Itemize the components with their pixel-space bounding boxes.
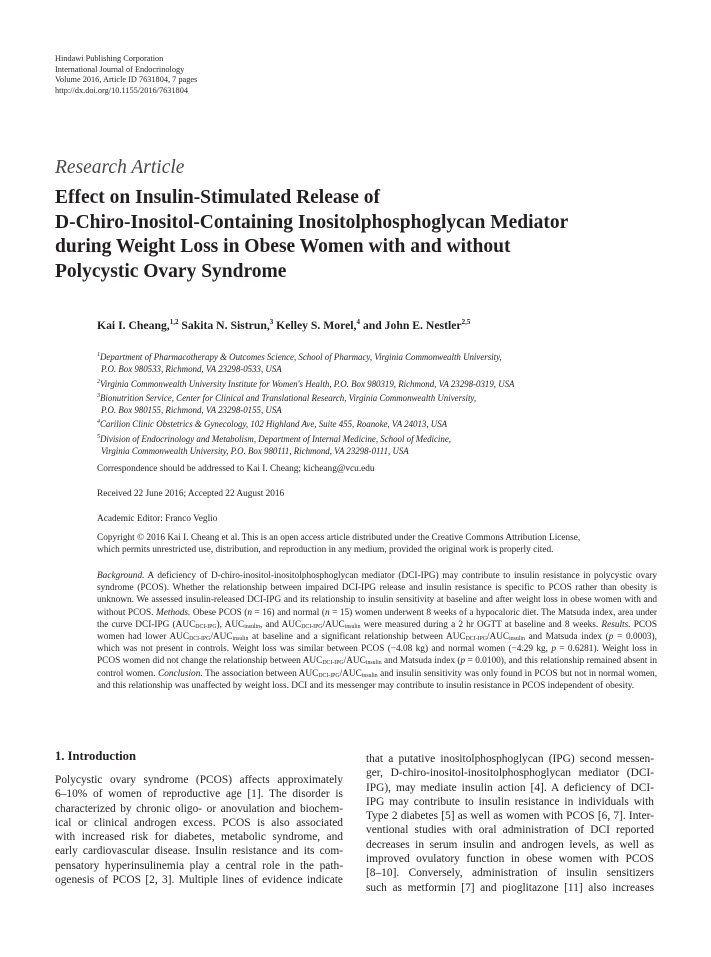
- subscript: insulin: [244, 623, 261, 630]
- abstract-text: /AUC: [210, 632, 233, 643]
- affiliation-text: Carilion Clinic Obstetrics & Gynecology, 102 Highland Ave, Suite 455, Roanoke, VA 24013, USA: [100, 419, 448, 430]
- abstract-text: were measured during a 2 hr OGTT at baseline and 8 weeks.: [360, 619, 599, 630]
- body-line: with increased risk for diabetes, metabolic syndrome, and: [55, 831, 343, 844]
- math-var: p: [460, 656, 466, 667]
- math-var: p: [551, 644, 556, 655]
- author-affil-ref: 3: [269, 318, 274, 326]
- abstract-background: A deficiency of D-chiro-inositol-inositolphosphoglycan mediator (DCI-IPG) may contribute to insulin resistance in polycystic ovary syndrome (PCOS). Whether the relationship between impaired DCI-IPG release and insulin resistance is specific to PCOS rather than obesity is unknown. We assessed insulin-released DCI-IPG and its relationship to insulin sensitivity at baseline and after weight loss in obese women with and without PCOS.: [97, 571, 657, 618]
- subscript: insulin: [361, 672, 378, 679]
- math-var: n: [324, 607, 330, 618]
- affiliation-number: 2: [97, 378, 100, 385]
- abstract-text: = 15) women underwent 8 weeks of a hypocaloric diet. The Matsuda index, area under the curve DCI-IPG (AUC: [97, 607, 658, 630]
- abstract-text: = 0.0003), which was not present in controls. Weight loss was similar between PCOS (−4.08 kg) and normal women (−4.29 kg,: [97, 632, 657, 655]
- body-line: Polycystic ovary syndrome (PCOS) affects approximately: [55, 774, 343, 786]
- abstract-text: = 0.0100), and this relationship remained absent in control women.: [97, 656, 657, 679]
- abstract-text: at baseline and a significant relationship between AUC: [248, 632, 466, 643]
- left-column: [55, 773, 343, 887]
- title-line: Polycystic Ovary Syndrome: [55, 260, 287, 282]
- affiliation-text: Division of Endocrinology and Metabolism, Department of Internal Medicine, School of Medicine,: [100, 433, 451, 444]
- subscript: insulin: [232, 636, 249, 643]
- abstract-label-background: Background.: [97, 571, 145, 581]
- copyright-line: which permits unrestricted use, distribution, and reproduction in any medium, provided the original work is properly cited.: [97, 545, 554, 556]
- affiliation-number: 1: [97, 352, 100, 358]
- title-line: during Weight Loss in Obese Women with and without: [55, 236, 511, 258]
- affiliations: [97, 349, 514, 457]
- abstract-text: /AUC: [339, 668, 362, 679]
- body-line: early cardiovascular disease. Insulin resistance and its com-: [55, 845, 343, 858]
- affiliation-text: P.O. Box 980533, Richmond, VA 23298-0533, USA: [101, 364, 282, 375]
- copyright-line: Copyright © 2016 Kai I. Cheang et al. This is an open access article distributed under the Creative Commons Attribution License,: [97, 533, 581, 543]
- affiliation-line: [97, 363, 514, 375]
- affiliation-text: Virginia Commonwealth University Institute for Women's Health, P.O. Box 980319, Richmond, VA 23298-0319, USA: [100, 378, 515, 389]
- affiliation-line: [97, 390, 514, 404]
- abstract-label-results: Results.: [601, 619, 631, 630]
- body-line: improved ovulatory function in obese women with PCOS: [366, 853, 654, 866]
- affiliation-line: [97, 376, 514, 390]
- abstract-text: Obese PCOS (: [192, 607, 248, 618]
- abstract-text: = 16) and normal (: [252, 607, 325, 618]
- publisher-info: [55, 54, 197, 96]
- abstract-label-methods: Methods.: [155, 607, 191, 618]
- author-affil-ref: 1,2: [169, 318, 179, 326]
- abstract-text: ), AUC: [216, 619, 245, 630]
- body-line: IPG may contribute to insulin resistance in individuals with: [366, 795, 654, 808]
- article-type: Research Article: [55, 157, 185, 178]
- section-heading: 1. Introduction: [55, 749, 136, 763]
- math-var: n: [247, 607, 253, 618]
- affiliation-number: 4: [97, 419, 100, 426]
- body-line: characterized by chronic oligo- or anovulation and biochem-: [55, 802, 343, 815]
- abstract-text: The association between AUC: [205, 668, 319, 679]
- subscript: insulin: [344, 623, 361, 630]
- subscript: DCI-IPG: [189, 636, 211, 643]
- author-list: [97, 318, 470, 332]
- doi-link[interactable]: http://dx.doi.org/10.1155/2016/7631804: [55, 85, 188, 95]
- author-name: Kai I. Cheang,: [97, 318, 170, 332]
- body-line: ogenesis of PCOS [2, 3]. Multiple lines of evidence indicate: [55, 874, 343, 887]
- correspondence: Correspondence should be addressed to Kai I. Cheang; kicheang@vcu.edu: [97, 464, 375, 474]
- affiliation-line: [97, 404, 514, 416]
- abstract-text: and insulin sensitivity was only found in PCOS but not in normal women, and this relationship was unaffected by weight loss. DCI and its messenger may contribute to insulin resistance in PCOS independent of obesity.: [97, 668, 658, 691]
- math-var: p: [608, 632, 614, 643]
- abstract: [97, 570, 657, 692]
- abstract-text: and Matsuda index (: [381, 656, 461, 667]
- publisher-name: Hindawi Publishing Corporation: [55, 54, 164, 63]
- abstract-text: PCOS women had lower AUC: [97, 619, 657, 643]
- title-line: Effect on Insulin-Stimulated Release of: [55, 187, 380, 208]
- author-name: Kelley S. Morel,: [276, 318, 357, 332]
- right-column: [366, 752, 654, 895]
- body-line: such as metformin [7] and pioglitazone [11] also increases: [366, 881, 654, 894]
- abstract-label-conclusion: Conclusion.: [158, 668, 203, 679]
- subscript: insulin: [509, 636, 525, 643]
- affiliation-text: Department of Pharmacotherapy & Outcomes Science, School of Pharmacy, Virginia Commonwealth University,: [100, 351, 502, 362]
- body-line: pensatory hyperinsulinemia play a central role in the path-: [55, 859, 343, 872]
- body-line: IPG), may mediate insulin action [4]. A deficiency of DCI-: [366, 781, 654, 794]
- affiliation-number: 5: [97, 433, 100, 440]
- title-line: D-Chiro-Inositol-Containing Inositolphosphoglycan Mediator: [55, 211, 569, 233]
- subscript: DCI-IPG: [318, 672, 340, 679]
- body-line: ventional studies with oral administration of DCI reported: [366, 824, 654, 837]
- abstract-text: , and AUC: [260, 619, 302, 630]
- subscript: DCI-IPG: [301, 623, 323, 630]
- affiliation-text: Virginia Commonwealth University, P.O. Box 980111, Richmond, VA 23298-0111, USA: [101, 445, 409, 456]
- affiliation-number: 3: [97, 392, 100, 399]
- subscript: insulin: [365, 660, 382, 667]
- author-affil-ref: 4: [356, 318, 360, 326]
- volume-info: Volume 2016, Article ID 7631804, 7 pages: [55, 75, 198, 85]
- subscript: DCI-IPG: [195, 623, 217, 630]
- academic-editor: Academic Editor: Franco Veglio: [97, 514, 218, 524]
- body-line: 6–10% of women of reproductive age [1]. The disorder is: [55, 788, 343, 801]
- affiliation-line: [97, 349, 514, 363]
- subscript: DCI-IPG: [465, 636, 487, 643]
- affiliation-text: Bionutrition Service, Center for Clinical and Translational Research, Virginia Commonwealth University,: [100, 392, 477, 403]
- author-affil-ref: 2,5: [461, 318, 471, 326]
- body-line: ger, D-chiro-inositol-inositolphosphoglycan mediator (DCI-: [366, 767, 654, 780]
- copyright-notice: [97, 532, 657, 557]
- body-line: that a putative inositolphosphoglycan (IPG) second messen-: [366, 753, 654, 765]
- abstract-text: = 0.6281). Weight loss in PCOS women did not change the relationship between AUC: [97, 644, 657, 667]
- body-line: [8–10]. Conversely, administration of insulin sensitizers: [366, 867, 654, 880]
- article-title: [55, 186, 675, 284]
- received-dates: Received 22 June 2016; Accepted 22 August 2016: [97, 489, 285, 499]
- body-line: decreases in serum insulin and androgen levels, as well as: [366, 838, 654, 851]
- affiliation-line: [97, 445, 514, 457]
- author-name: Sakita N. Sistrun,: [181, 318, 270, 332]
- journal-name: International Journal of Endocrinology: [55, 64, 185, 74]
- affiliation-line: [97, 416, 514, 430]
- body-line: Type 2 diabetes [5] as well as women with PCOS [6, 7]. Inter-: [366, 810, 654, 823]
- abstract-text: /AUC: [343, 656, 366, 667]
- author-name: and John E. Nestler: [362, 318, 462, 332]
- abstract-text: and Matsuda index (: [524, 632, 609, 643]
- affiliation-text: P.O. Box 980155, Richmond, VA 23298-0155, USA: [101, 405, 282, 416]
- subscript: DCI-IPG: [322, 660, 344, 667]
- affiliation-line: [97, 431, 514, 445]
- abstract-text: /AUC: [486, 632, 510, 643]
- body-line: ical or clinical androgen excess. PCOS is also associated: [55, 816, 343, 829]
- abstract-text: /AUC: [322, 619, 345, 630]
